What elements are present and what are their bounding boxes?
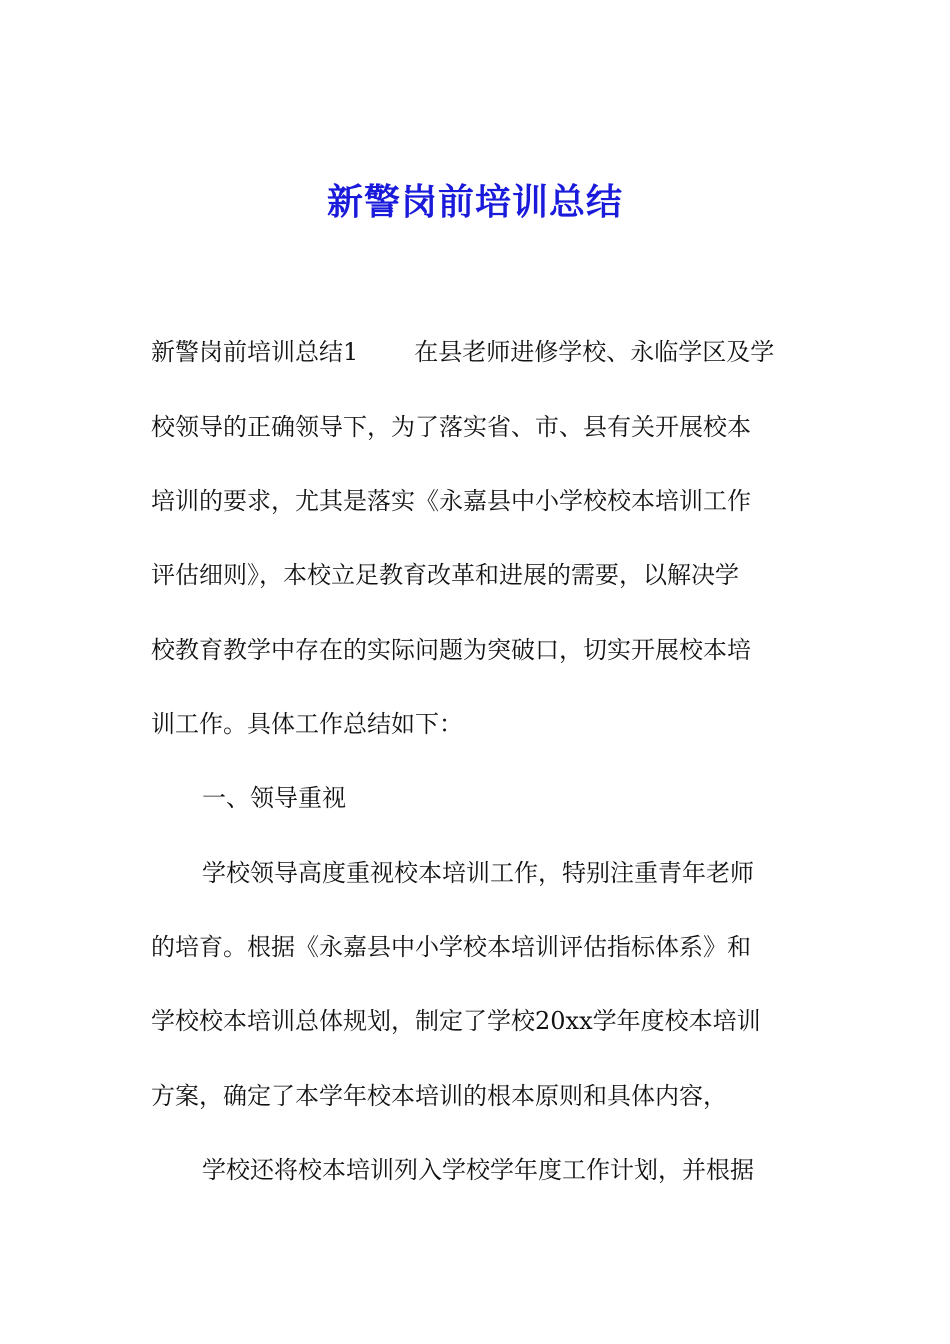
paragraph-line: 评估细则》，本校立足教育改革和进展的需要，以解决学 bbox=[151, 561, 739, 589]
paragraph-line: 训工作。具体工作总结如下： bbox=[151, 710, 463, 738]
paragraph-line: 的培育。根据《永嘉县中小学校本培训评估指标体系》和 bbox=[151, 933, 751, 961]
paragraph-line: 学校还将校本培训列入学校学年度工作计划，并根据 bbox=[202, 1156, 754, 1184]
paragraph-line: 培训的要求，尤其是落实《永嘉县中小学校校本培训工作 bbox=[151, 487, 751, 515]
section-heading-inline: 新警岗前培训总结1 bbox=[151, 338, 359, 366]
paragraph-line: 学校校本培训总体规划，制定了学校20xx学年度校本培训 bbox=[151, 1007, 761, 1035]
paragraph-line: 学校领导高度重视校本培训工作，特别注重青年老师 bbox=[202, 859, 754, 887]
paragraph-text: 在县老师进修学校、永临学区及学 bbox=[414, 338, 775, 366]
paragraph-line: 校领导的正确领导下，为了落实省、市、县有关开展校本 bbox=[151, 413, 751, 441]
paragraph-line bbox=[151, 334, 811, 370]
document-title: 新警岗前培训总结 bbox=[326, 181, 623, 223]
paragraph-line: 方案，确定了本学年校本培训的根本原则和具体内容， bbox=[151, 1082, 727, 1110]
paragraph-line: 校教育教学中存在的实际问题为突破口，切实开展校本培 bbox=[151, 636, 751, 664]
section-heading: 一、领导重视 bbox=[202, 784, 346, 812]
